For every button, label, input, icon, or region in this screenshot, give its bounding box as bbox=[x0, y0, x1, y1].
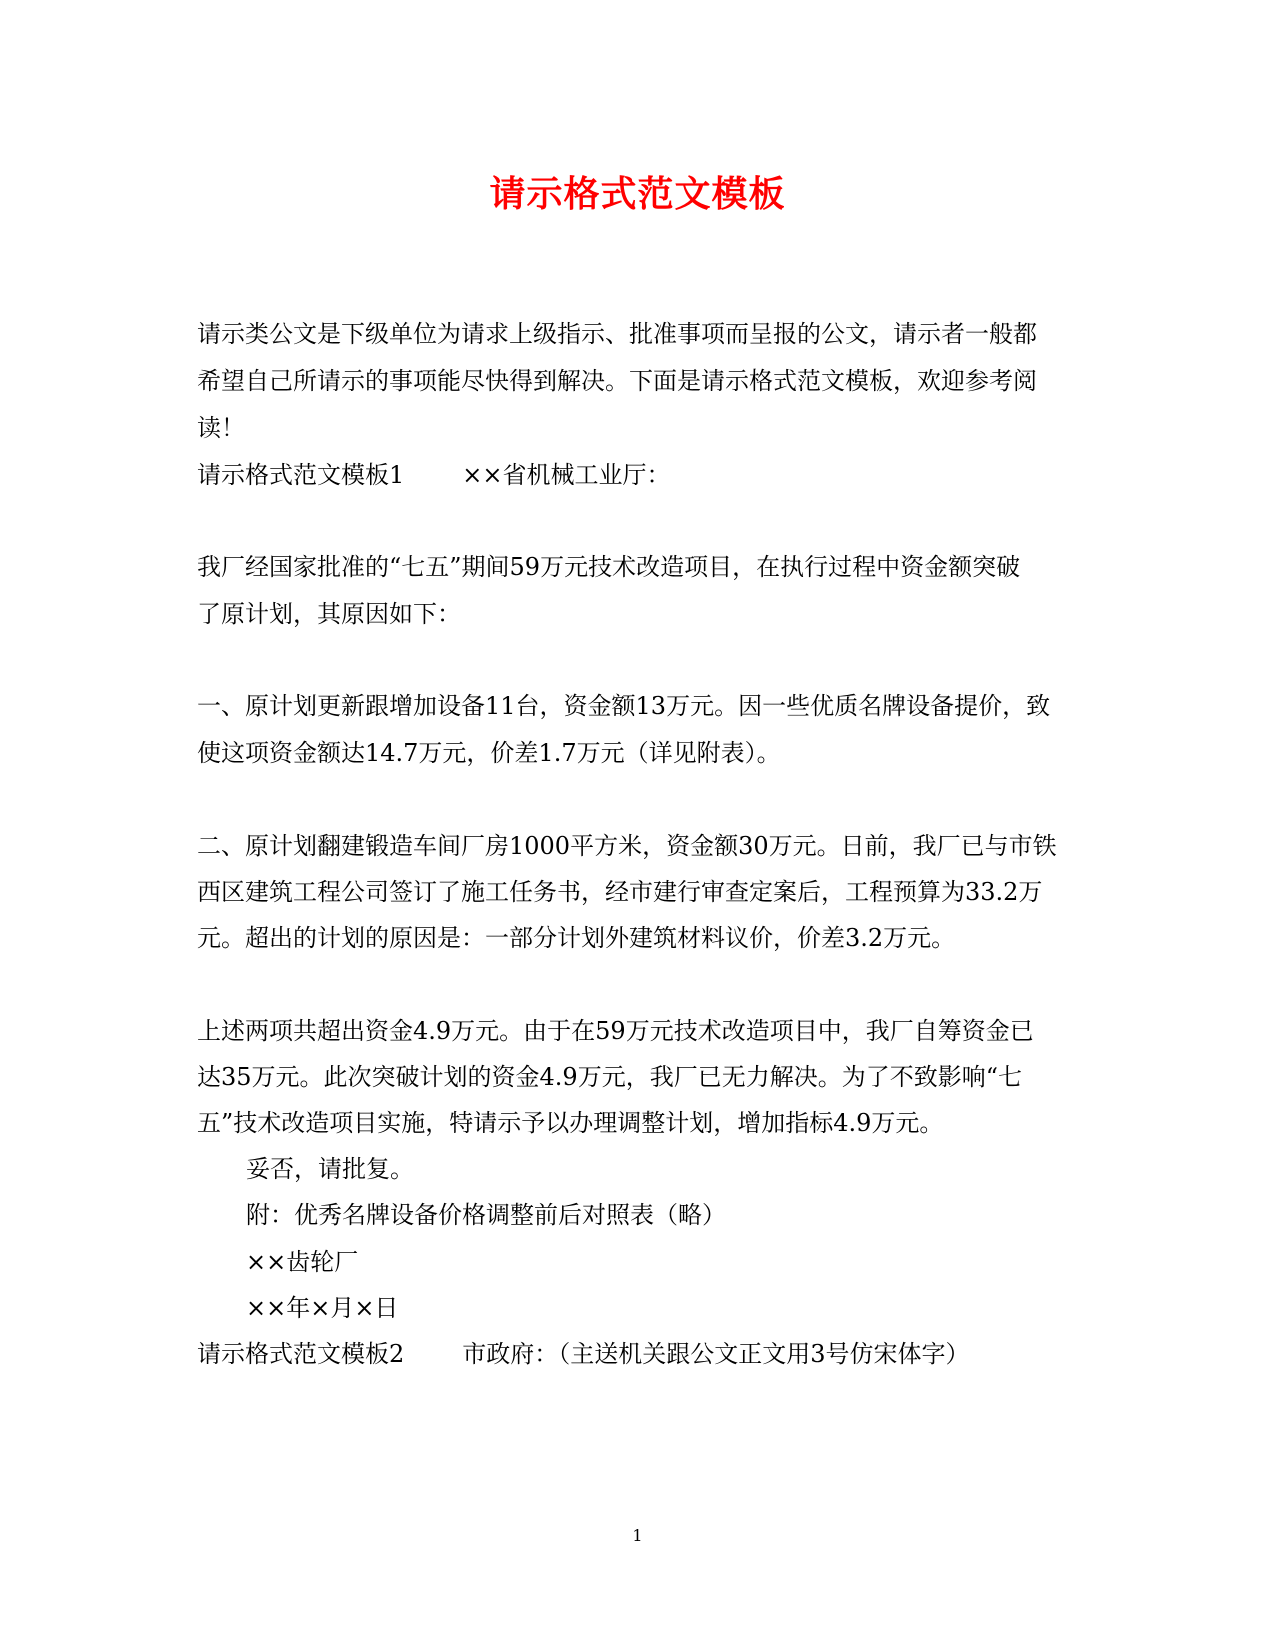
template1-heading: 请示格式范文模板1 bbox=[197, 461, 405, 489]
para4-line-2: 达35万元。此次突破计划的资金4.9万元，我厂已无力解决。为了不致影响“七 bbox=[197, 1063, 1022, 1091]
para2-line-2: 使这项资金额达14.7万元，价差1.7万元（详见附表）。 bbox=[197, 739, 781, 767]
para1-line-2: 了原计划，其原因如下： bbox=[197, 600, 461, 628]
intro-line-1: 请示类公文是下级单位为请求上级指示、批准事项而呈报的公文，请示者一般都 bbox=[197, 320, 1037, 348]
signature-text: ××齿轮厂 bbox=[246, 1248, 359, 1276]
template1-heading-line bbox=[197, 459, 1077, 491]
date-text: ××年×月×日 bbox=[246, 1294, 399, 1322]
closing-text: 妥否，请批复。 bbox=[246, 1155, 414, 1183]
document-title: 请示格式范文模板 bbox=[489, 173, 786, 215]
para1-line-1: 我厂经国家批准的“七五”期间59万元技术改造项目，在执行过程中资金额突破 bbox=[197, 553, 1021, 581]
para3-line-1: 二、原计划翻建锻造车间厂房1000平方米，资金额30万元。日前，我厂已与市铁 bbox=[197, 832, 1057, 860]
template2-heading: 请示格式范文模板2 bbox=[197, 1340, 405, 1368]
para2-line-1: 一、原计划更新跟增加设备11台，资金额13万元。因一些优质名牌设备提价，致 bbox=[197, 692, 1051, 720]
page-number: 1 bbox=[632, 1526, 643, 1545]
template2-heading-line bbox=[197, 1338, 1077, 1370]
template1-addressee: ××省机械工业厅： bbox=[462, 461, 671, 489]
para4-line-3: 五”技术改造项目实施，特请示予以办理调整计划，增加指标4.9万元。 bbox=[197, 1109, 944, 1137]
para4-line-1: 上述两项共超出资金4.9万元。由于在59万元技术改造项目中，我厂自筹资金已 bbox=[197, 1017, 1034, 1045]
attachment-text: 附：优秀名牌设备价格调整前后对照表（略） bbox=[246, 1201, 726, 1229]
template2-addressee: 市政府：（主送机关跟公文正文用3号仿宋体字） bbox=[462, 1340, 970, 1368]
para3-line-3: 元。超出的计划的原因是：一部分计划外建筑材料议价，价差3.2万元。 bbox=[197, 924, 956, 952]
para3-line-2: 西区建筑工程公司签订了施工任务书，经市建行审查定案后，工程预算为33.2万 bbox=[197, 878, 1043, 906]
intro-line-2: 希望自己所请示的事项能尽快得到解决。下面是请示格式范文模板，欢迎参考阅 bbox=[197, 367, 1037, 395]
intro-line-3: 读！ bbox=[197, 414, 245, 442]
